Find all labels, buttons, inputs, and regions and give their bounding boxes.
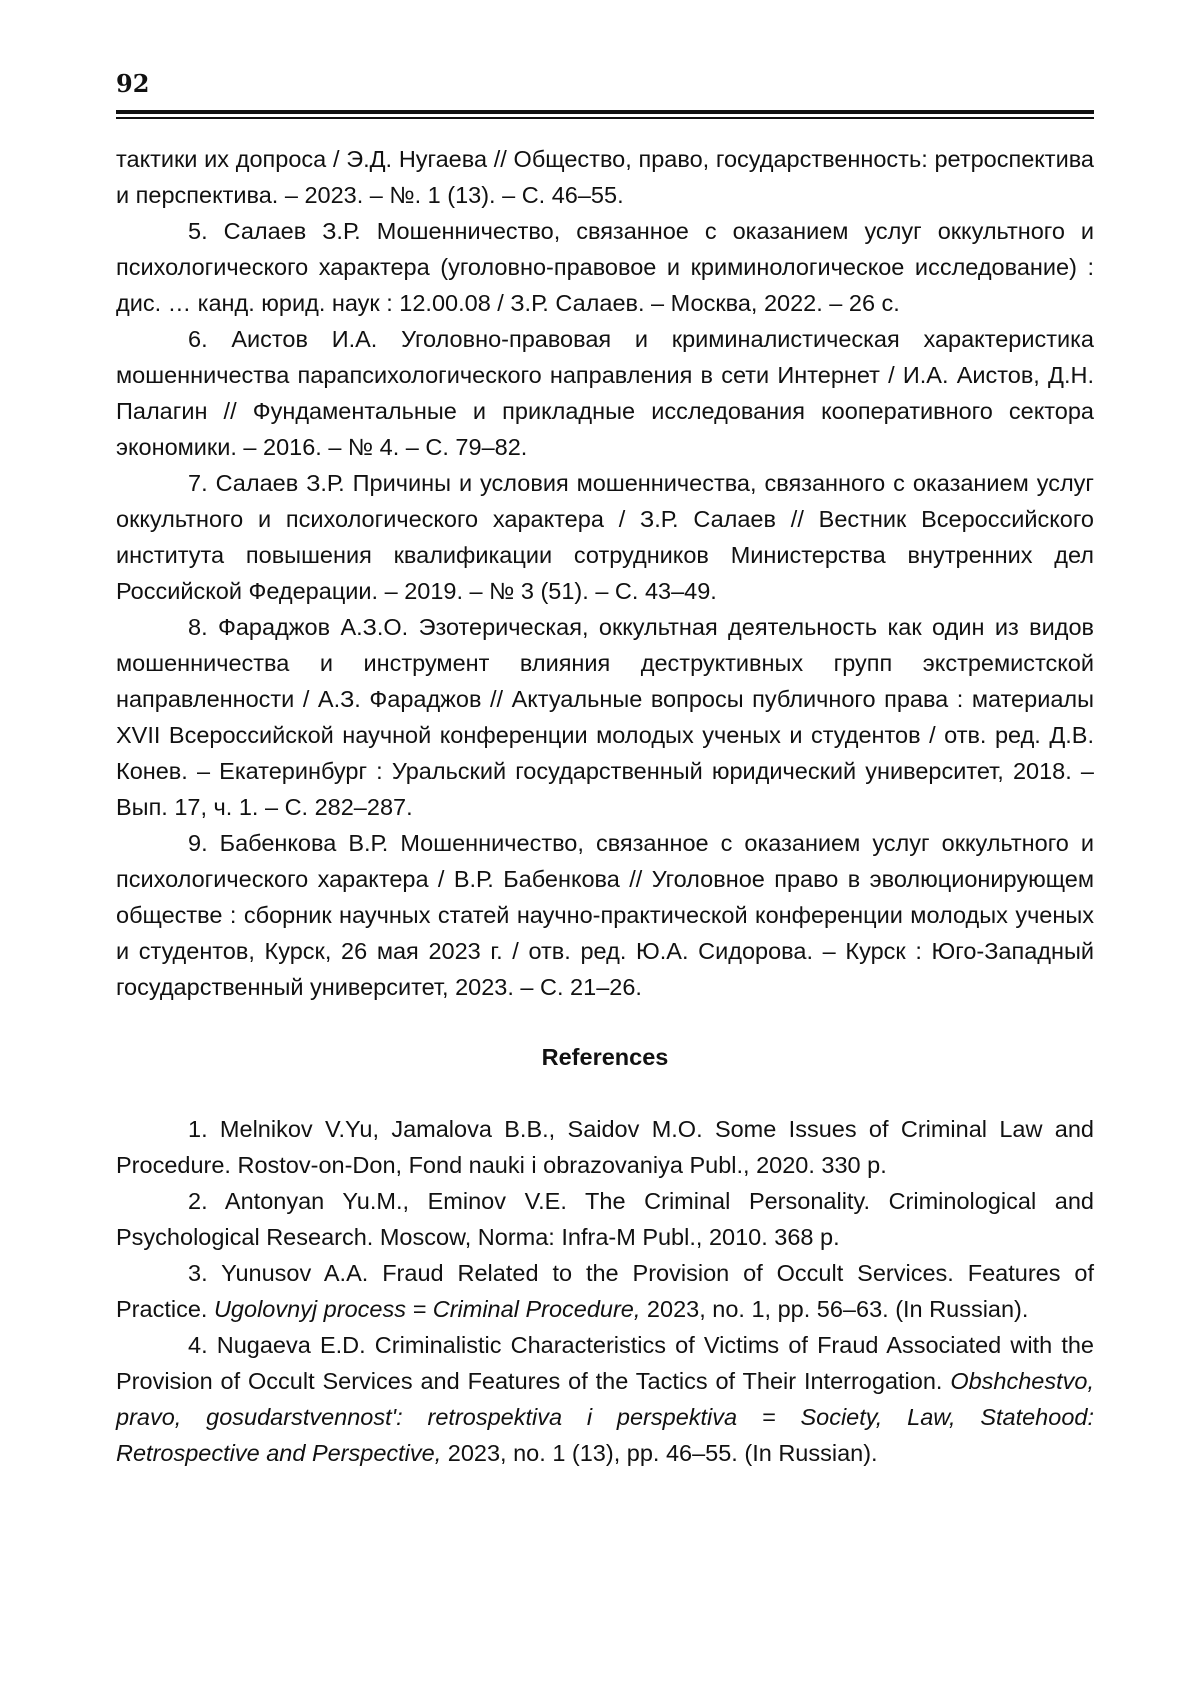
header-rule-thick (116, 110, 1094, 114)
reference-3-text: 3. Yunusov A.A. Fraud Related to the Provision of Occult Services. Features of Practice. (116, 1260, 1094, 1322)
references-list (116, 1111, 1094, 1471)
bibliography-item-6: 6. Аистов И.А. Уголовно-правовая и криминалистическая характеристика мошенничества парапсихологического направления в сети Интернет / И.А. Аистов, Д.Н. Палагин // Фундаментальные и прикладные исследования кооперативного сектора экономики. – 2016. – № 4. – С. 79–82. (116, 326, 1094, 460)
reference-4-text: 4. Nugaeva E.D. Criminalistic Characteristics of Victims of Fraud Associated with the Provision of Occult Services and Features of the Tactics of Their Interrogation. (116, 1332, 1094, 1394)
page-number: 92 (116, 69, 150, 98)
header-rule-thin (116, 117, 1094, 119)
reference-4-details: 2023, no. 1 (13), pp. 46–55. (In Russian). (441, 1440, 878, 1466)
bibliography-item-7: 7. Салаев З.Р. Причины и условия мошенничества, связанного с оказанием услуг оккультного и психологического характера / З.Р. Салаев // Вестник Всероссийского института повышения квалификации сотрудников Министерства внутренних дел Российской Федерации. – 2019. – № 3 (51). – С. 43–49. (116, 470, 1094, 604)
references-heading: References (541, 1044, 669, 1070)
reference-4-journal: Obshchestvo, pravo, gosudarstvennost': retrospektiva i perspektiva = Society, Law, Statehood: Retrospective and Perspective, (116, 1368, 1094, 1466)
reference-item-4 (116, 1327, 1094, 1471)
header-rule (116, 110, 1094, 120)
bibliography-item-5: 5. Салаев З.Р. Мошенничество, связанное с оказанием услуг оккультного и психологического характера (уголовно-правовое и криминологическое исследование) : дис. … канд. юрид. наук : 12.00.08 / З.Р. Салаев. – Москва, 2022. – 26 с. (116, 218, 1094, 316)
page-content (116, 141, 1094, 1471)
reference-item-1: 1. Melnikov V.Yu, Jamalova B.B., Saidov M.O. Some Issues of Criminal Law and Procedure. Rostov-on-Don, Fond nauki i obrazovaniya Publ., 2020. 330 p. (116, 1116, 1094, 1178)
reference-3-journal: Ugolovnyj process = Criminal Procedure, (213, 1296, 641, 1322)
reference-item-3 (116, 1255, 1094, 1327)
reference-item-2: 2. Antonyan Yu.M., Eminov V.E. The Criminal Personality. Criminological and Psychological Research. Moscow, Norma: Infra-M Publ., 2010. 368 p. (116, 1188, 1094, 1250)
reference-3-details: 2023, no. 1, pp. 56–63. (In Russian). (640, 1296, 1029, 1322)
bibliography-item-9: 9. Бабенкова В.Р. Мошенничество, связанное с оказанием услуг оккультного и психологического характера / В.Р. Бабенкова // Уголовное право в эволюционирующем обществе : сборник научных статей научно-практической конференции молодых ученых и студентов, Курск, 26 мая 2023 г. / отв. ред. Ю.А. Сидорова. – Курск : Юго-Западный государственный университет, 2023. – С. 21–26. (116, 830, 1094, 1000)
continued-reference: тактики их допроса / Э.Д. Нугаева // Общество, право, государственность: ретроспектива и перспектива. – 2023. – №. 1 (13). – С. 46–55. (116, 146, 1094, 208)
bibliography-item-8: 8. Фараджов А.З.О. Эзотерическая, оккультная деятельность как один из видов мошенничества и инструмент влияния деструктивных групп экстремистской направленности / А.З. Фараджов // Актуальные вопросы публичного права : материалы XVII Всероссийской научной конференции молодых ученых и студентов / отв. ред. Д.В. Конев. – Екатеринбург : Уральский государственный юридический университет, 2018. – Вып. 17, ч. 1. – С. 282–287. (116, 614, 1094, 820)
